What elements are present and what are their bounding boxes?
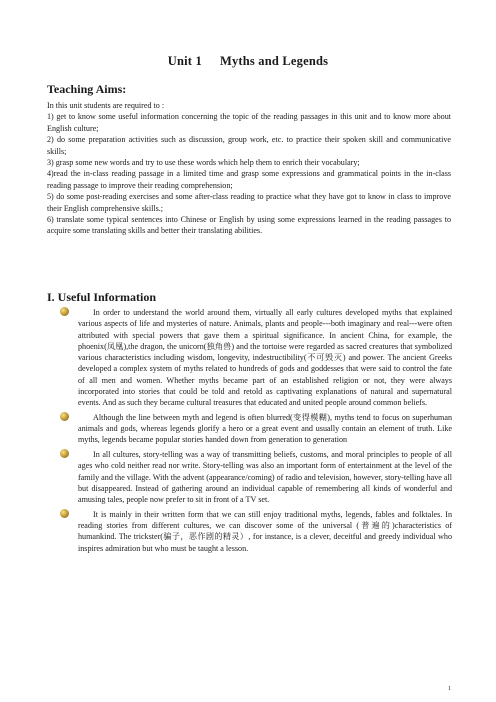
bullet-icon [60, 509, 69, 518]
paragraph-text: In all cultures, story-telling was a way of transmitting beliefs, customs, and moral principles to people of all ages who cold neither read nor write. Story-telling was also an important form of entertainment at the level of the family and the village. With the advent (appearance/coming) of radio and television, however, story-telling have all but disappeared. Instead of gathering around an individual capable of remembering all kinds of wonderful and amusing tales, people now prefer to sit in front of a TV set. [78, 450, 452, 504]
bullet-icon [60, 449, 69, 458]
teaching-aims-heading: Teaching Aims: [47, 82, 127, 96]
unit-title [0, 54, 496, 69]
info-paragraph [47, 307, 452, 408]
paragraph-text: In order to understand the world around them, virtually all early cultures developed myths that explained various aspects of life and mysteries of nature. Animals, plants and people---both imaginary and real---were often attributed with special powers that gave them a spiritual significance. In ancient China, for example, the phoenix(凤凰),the dragon, the unicorn(独角兽) and the tortoise were regarded as sacred creatures that symbolized various characteristics including wisdom, longevity, indestructibility(不可毁灭) and power. The ancient Greeks developed a complex system of myths related to hundreds of gods and goddesses that were said to control the fate of all men and women. Whether myths became part of an established religion or not, they were always incorporated into stories that could be told and retold as captivating explanations of natural and supernatural events. And as such they became cultural treasures that educated and united people around common beliefs. [78, 308, 452, 407]
teaching-aim-item: 5) do some post-reading exercises and some after-class reading to practice what they have got to know in class to improve their English comprehensive skills.; [47, 192, 451, 213]
info-paragraph [47, 449, 452, 505]
teaching-aim-item: 4)read the in-class reading passage in a limited time and grasp some expressions and grammatical points in the in-class reading passage to improve their reading comprehension; [47, 169, 451, 190]
teaching-aims-intro: In this unit students are required to : [47, 101, 165, 110]
info-paragraph [47, 509, 452, 554]
teaching-aim-item: 3) grasp some new words and try to use these words which help them to enrich their vocabulary; [47, 158, 360, 168]
bullet-icon [60, 307, 69, 316]
bullet-icon [60, 412, 69, 421]
unit-topic: Myths and Legends [219, 54, 329, 68]
useful-information-heading: I. Useful Information [47, 290, 157, 304]
page-number: 1 [448, 686, 451, 692]
teaching-aims-list [47, 100, 451, 237]
useful-information-section [47, 307, 452, 557]
teaching-aim-item: 1) get to know some useful information concerning the topic of the reading passages in this unit and to know more about English culture; [47, 112, 451, 133]
info-paragraph [47, 412, 452, 446]
paragraph-text: It is mainly in their written form that we can still enjoy traditional myths, legends, fables and folktales. In reading stories from different cultures, we can discover some of the universal (普遍的)characteristics of humankind. The trickster(骗子，恶作剧的精灵）, for instance, is a clever, deceitful and greedy individual who inspires admiration but who must be taught a lesson. [78, 509, 452, 553]
paragraph-text: Although the line between myth and legend is often blurred(变得模糊), myths tend to focus on superhuman animals and gods, whereas legends glorify a hero or a great event and usually contain an element of truth. Like myths, legends became popular stories handed down from generation to generation [78, 412, 452, 445]
teaching-aim-item: 6) translate some typical sentences into Chinese or English by using some expressions learned in the reading passages to acquire some translating skills and better their translating abilities. [47, 215, 451, 236]
unit-number: Unit 1 [167, 54, 202, 68]
teaching-aim-item: 2) do some preparation activities such as discussion, group work, etc. to practice their spoken skill and communicative skills; [47, 135, 451, 156]
